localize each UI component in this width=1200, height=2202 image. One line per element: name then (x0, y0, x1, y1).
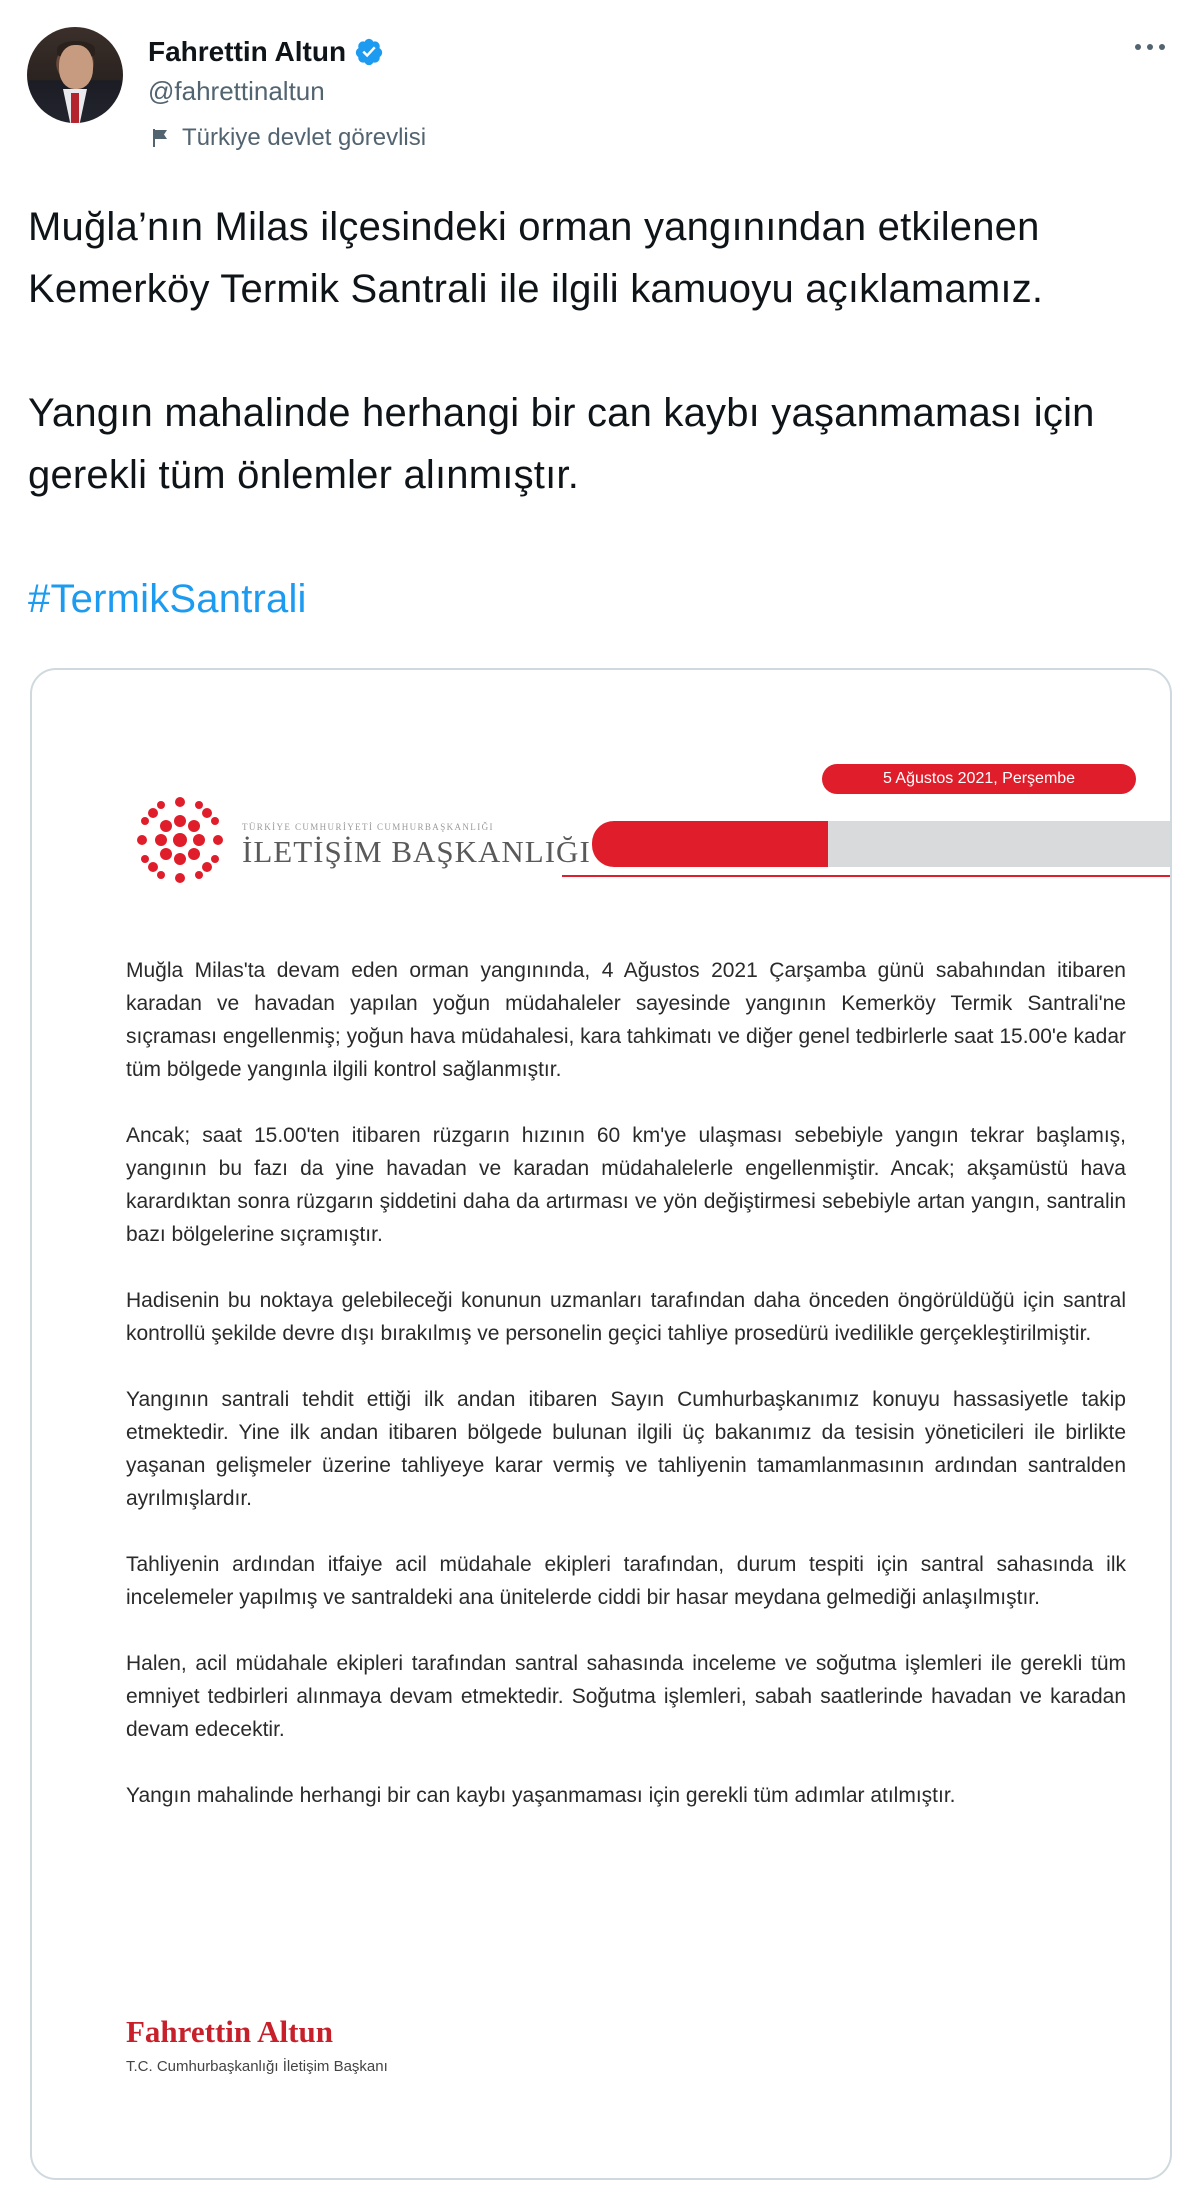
hashtag-link[interactable]: #TermikSantrali (28, 577, 307, 621)
government-label[interactable] (150, 124, 426, 152)
date-badge: 5 Ağustos 2021, Perşembe (822, 764, 1136, 794)
statement-paragraph: Halen, acil müdahale ekipleri tarafından santral sahasında inceleme ve soğutma işlemleri ile gerekli tüm emniyet tedbirleri alınmaya devam etmektedir. Soğutma işlemleri, sabah saatlerinde havadan ve karadan devam edecektir. (126, 1652, 1126, 1741)
tweet-paragraph: Yangın mahalinde herhangi bir can kaybı yaşanmaması için gerekli tüm önlemler alınmıştır. (28, 391, 1095, 497)
signature-title: T.C. Cumhurbaşkanlığı İletişim Başkanı (126, 2058, 388, 2075)
statement-paragraph: Yangının santrali tehdit ettiği ilk andan itibaren Sayın Cumhurbaşkanımız konuyu hassasiyetle takip etmektedir. Yine ilk andan itibaren bölgede bulunan ilgili üç bakanımız da tesisin yöneticileri ile birlikte yaşanan gelişmeler üzerine tahliyeye karar vermiş ve tahliyenin tamamlanmasının ardından santralden ayrılmışlardır. (126, 1388, 1126, 1510)
statement-paragraph: Muğla Milas'ta devam eden orman yangınında, 4 Ağustos 2021 Çarşamba günü sabahından itibaren karadan ve havadan yapılan yoğun müdahaleler sayesinde yangının Kemerköy Termik Santrali'ne sıçraması engellenmiş; yoğun hava müdahalesi, kara tahkimatı ve diğer genel tedbirlerle saat 15.00'e kadar tüm bölgede yangınla ilgili kontrol sağlanmıştır. (126, 959, 1126, 1081)
author-handle[interactable]: @fahrettinaltun (148, 76, 325, 106)
tweet-paragraph: Muğla’nın Milas ilçesindeki orman yangınından etkilenen Kemerköy Termik Santrali ile ilgili kamuoyu açıklamamız. (28, 205, 1044, 311)
statement-paragraph: Yangın mahalinde herhangi bir can kaybı yaşanmaması için gerekli tüm adımlar atılmıştır. (126, 1784, 956, 1807)
tweet-image[interactable] (30, 668, 1172, 2180)
statement-paragraph: Ancak; saat 15.00'ten itibaren rüzgarın hızının 60 km'ye ulaşması sebebiyle yangın tekrar başlamış, yangının bu fazı da yine havadan ve karadan müdahalelerle engellenmiştir. Ancak; akşamüstü hava karardıktan sonra rüzgarın şiddetini daha da artırması ve yön değiştirmesi sebebiyle artan yangın, santralin bazı bölgelerine sıçramıştır. (126, 1124, 1126, 1246)
more-options-icon[interactable] (1130, 30, 1170, 64)
organization-logo-icon (128, 788, 232, 892)
avatar[interactable] (27, 27, 123, 123)
organization-name: İLETİŞİM BAŞKANLIĞI (242, 834, 591, 869)
government-label-text: Türkiye devlet görevlisi (182, 124, 427, 151)
header-gray-bar (828, 821, 1172, 867)
tweet-text (28, 196, 1178, 630)
signature-name: Fahrettin Altun (126, 2014, 333, 2049)
header-divider (562, 875, 1172, 877)
author-name-row (148, 30, 384, 74)
author-display-name[interactable]: Fahrettin Altun (148, 36, 347, 67)
statement-paragraph: Hadisenin bu noktaya gelebileceği konunun uzmanları tarafından daha önceden öngörüldüğü için santral kontrollü şekilde devre dışı bırakılmış ve personelin geçici tahliye prosedürü ivedilikle gerçekleştirilmiştir. (126, 1289, 1126, 1345)
statement-paragraph: Tahliyenin ardından itfaiye acil müdahale ekipleri tarafından, durum tespiti için santral sahasında ilk incelemeler yapılmış ve santraldeki ana ünitelerde ciddi bir hasar meydana gelmediği anlaşılmıştır. (126, 1553, 1126, 1609)
flag-icon (150, 127, 172, 149)
verified-badge-icon (354, 37, 384, 67)
header-red-bar (592, 821, 828, 867)
statement-body (126, 954, 1126, 1845)
organization-subtitle: TÜRKİYE CUMHURİYETİ CUMHURBAŞKANLIĞI (242, 822, 494, 832)
